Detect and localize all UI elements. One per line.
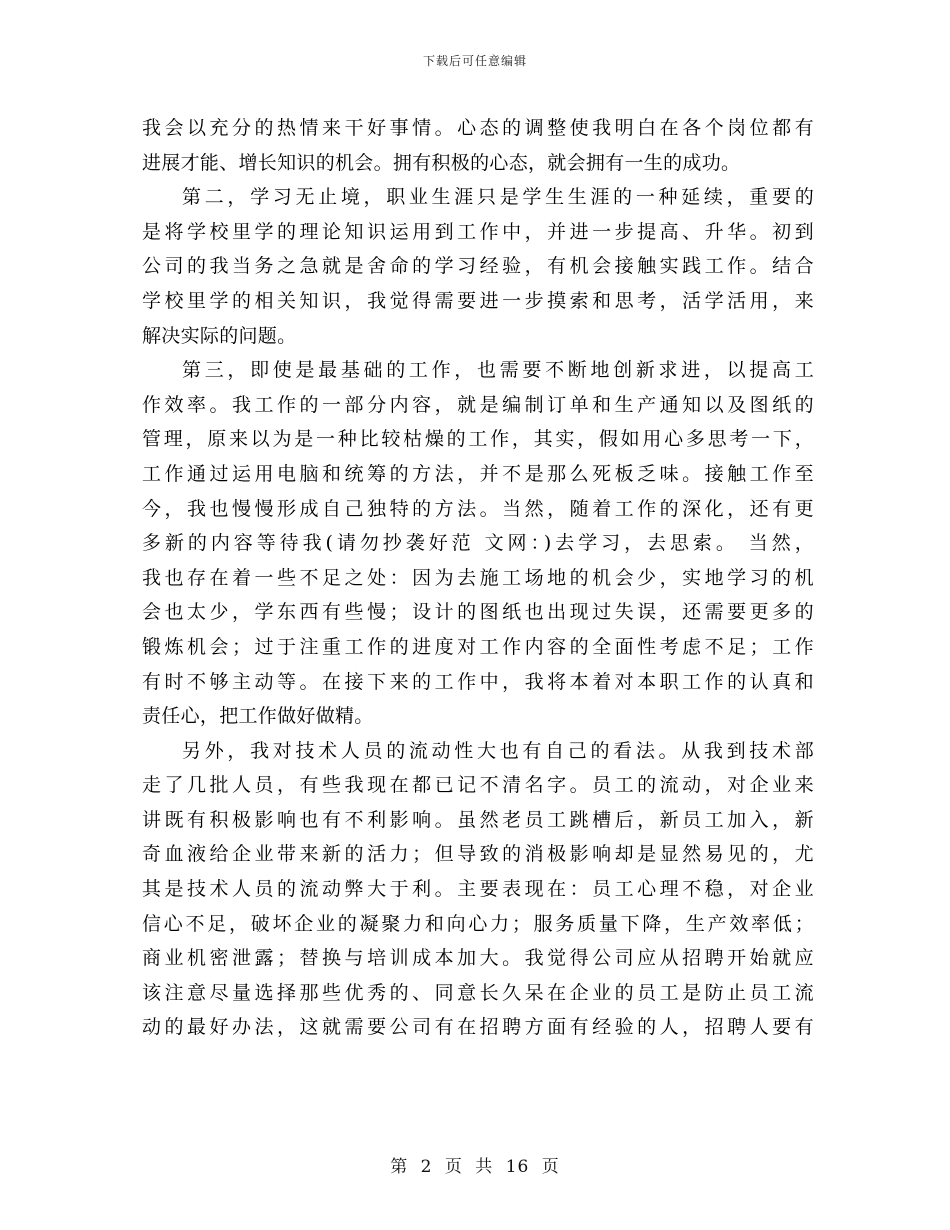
text-line: 今，我也慢慢形成自己独特的方法。当然，随着工作的深化，还有更 — [142, 497, 814, 520]
text-line: 动的最好办法，这就需要公司有在招聘方面有经验的人，招聘人要有 — [142, 1016, 814, 1039]
text-line: 讲既有积极影响也有不利影响。虽然老员工跳槽后，新员工加入，新 — [142, 808, 814, 831]
text-line: 其是技术人员的流动弊大于利。主要表现在：员工心理不稳，对企业 — [142, 878, 814, 901]
text-line: 我会以充分的热情来干好事情。心态的调整使我明白在各个岗位都有 — [142, 117, 814, 139]
text-line: 奇血液给企业带来新的活力；但导致的消极影响却是显然易见的，尤 — [142, 843, 814, 866]
text-line: 我也存在着一些不足之处：因为去施工场地的机会少，实地学习的机 — [142, 566, 814, 589]
text-line: 另外，我对技术人员的流动性大也有自己的看法。从我到技术部 — [182, 739, 814, 762]
text-line: 作效率。我工作的一部分内容，就是编制订单和生产通知以及图纸的 — [142, 393, 814, 416]
body-text — [142, 111, 814, 1045]
text-line: 管理，原来以为是一种比较枯燥的工作，其实，假如用心多思考一下， — [142, 428, 814, 451]
text-line: 责任心，把工作做好做精。 — [142, 705, 374, 728]
text-line: 第二，学习无止境，职业生涯只是学生生涯的一种延续，重要的 — [182, 186, 814, 209]
text-line: 商业机密泄露；替换与培训成本加大。我觉得公司应从招聘开始就应 — [142, 947, 814, 970]
text-line: 公司的我当务之急就是舍命的学习经验，有机会接触实践工作。结合 — [142, 255, 814, 278]
text-line: 第三，即使是最基础的工作，也需要不断地创新求进，以提高工 — [182, 359, 814, 382]
text-line: 信心不足，破坏企业的凝聚力和向心力；服务质量下降，生产效率低； — [142, 912, 814, 935]
text-line: 学校里学的相关知识，我觉得需要进一步摸索和思考，活学活用，来 — [142, 289, 814, 312]
page-footer: 第 2 页 共 16 页 — [390, 1157, 560, 1177]
text-line: 有时不够主动等。在接下来的工作中，我将本着对本职工作的认真和 — [142, 670, 814, 693]
text-line: 走了几批人员，有些我现在都已记不清名字。员工的流动，对企业来 — [142, 774, 814, 797]
text-line: 是将学校里学的理论知识运用到工作中，并进一步提高、升华。初到 — [142, 220, 814, 243]
text-line: 进展才能、增长知识的机会。拥有积极的心态，就会拥有一生的成功。 — [142, 151, 741, 174]
text-line: 工作通过运用电脑和统筹的方法，并不是那么死板乏味。接触工作至 — [142, 462, 814, 485]
text-line: 锻炼机会；过于注重工作的进度对工作内容的全面性考虑不足；工作 — [142, 635, 814, 658]
text-line: 会也太少，学东西有些慢；设计的图纸也出现过失误，还需要更多的 — [142, 601, 814, 624]
text-line: 解决实际的问题。 — [142, 324, 297, 347]
text-line: 该注意尽量选择那些优秀的、同意长久呆在企业的员工是防止员工流 — [142, 981, 814, 1004]
text-line: 多新的内容等待我(请勿抄袭好范 文网：)去学习，去思索。 当然， — [142, 532, 814, 555]
page-header: 下载后可任意编辑 — [422, 54, 527, 68]
